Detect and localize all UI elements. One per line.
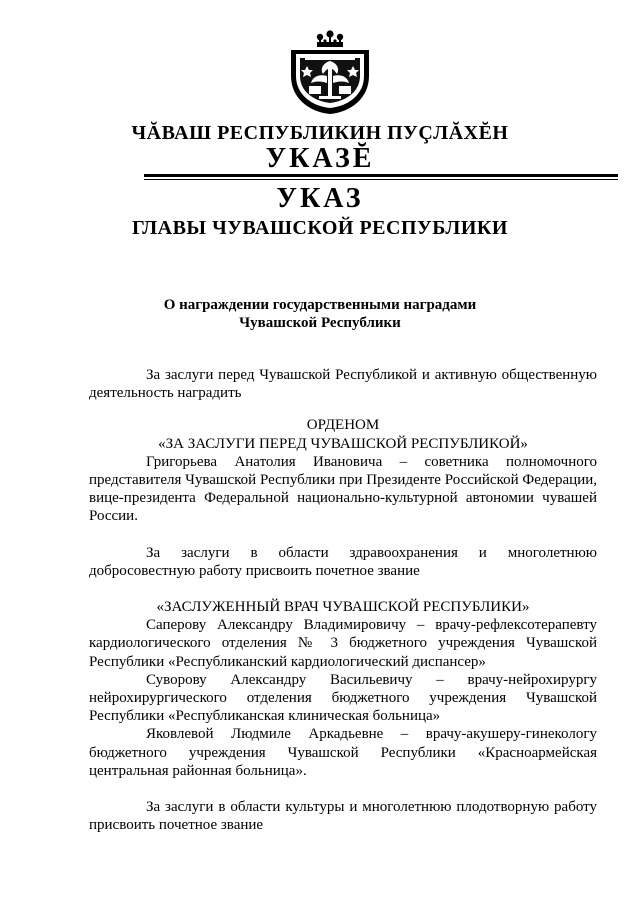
document-title bbox=[0, 296, 640, 332]
order-heading-line-2: «ЗА ЗАСЛУГИ ПЕРЕД ЧУВАШСКОЙ РЕСПУБЛИКОЙ» bbox=[158, 435, 528, 452]
header-ukaze: УКАЗĔ bbox=[265, 143, 375, 174]
title-line-2: Чувашской Республики bbox=[239, 315, 401, 331]
honorary-title-doctor: «ЗАСЛУЖЕННЫЙ ВРАЧ ЧУВАШСКОЙ РЕСПУБЛИКИ» bbox=[156, 599, 530, 616]
document-body bbox=[89, 366, 597, 834]
chuvash-emblem bbox=[287, 28, 373, 116]
recipient-saperov: Саперову Александру Владимировичу – врачу-рефлексотерапевту кардиологического отделения № 3 бюджетного учреждения Чувашской Республики «Республиканский кардиологический диспансер» bbox=[89, 617, 597, 670]
header-divider-thin bbox=[144, 179, 618, 180]
recipient-suvorov: Суворову Александру Васильевичу – врачу-нейрохирургу нейрохирургического отделения бюджетного учреждения Чувашской Республики «Республиканская клиническая больница» bbox=[89, 671, 597, 725]
header-glava: ГЛАВЫ ЧУВАШСКОЙ РЕСПУБЛИКИ bbox=[132, 217, 508, 239]
culture-intro-paragraph: За заслуги в области культуры и многолетнюю плодотворную работу присвоить почетное звание bbox=[89, 799, 597, 834]
header-chuvash-title: ЧĂВАШ РЕСПУБЛИКИН ПУÇЛĂХĔН bbox=[131, 122, 509, 144]
health-intro-paragraph: За заслуги в области здравоохранения и многолетнюю добросовестную работу присвоить почетное звание bbox=[89, 544, 597, 579]
crown-icon bbox=[317, 30, 343, 47]
recipient-yakovleva: Яковлевой Людмиле Аркадьевне – врачу-акушеру-гинекологу бюджетного учреждения Чувашской Республики «Красноармейская центральная районная больница». bbox=[89, 726, 597, 779]
order-recipient: Григорьева Анатолия Ивановича – советника полномочного представителя Чувашской Республики при Президенте Российской Федерации, вице-президента Федеральной национально-культурной автономии чувашей России. bbox=[89, 453, 597, 525]
header-ukaz: УКАЗ bbox=[276, 183, 364, 214]
title-line-1: О награждении государственными наградами bbox=[163, 297, 477, 313]
order-heading-line-1: ОРДЕНОМ bbox=[306, 417, 380, 434]
header-divider-thick bbox=[144, 174, 618, 177]
intro-paragraph: За заслуги перед Чувашской Республикой и активную общественную деятельность наградить bbox=[89, 367, 597, 402]
